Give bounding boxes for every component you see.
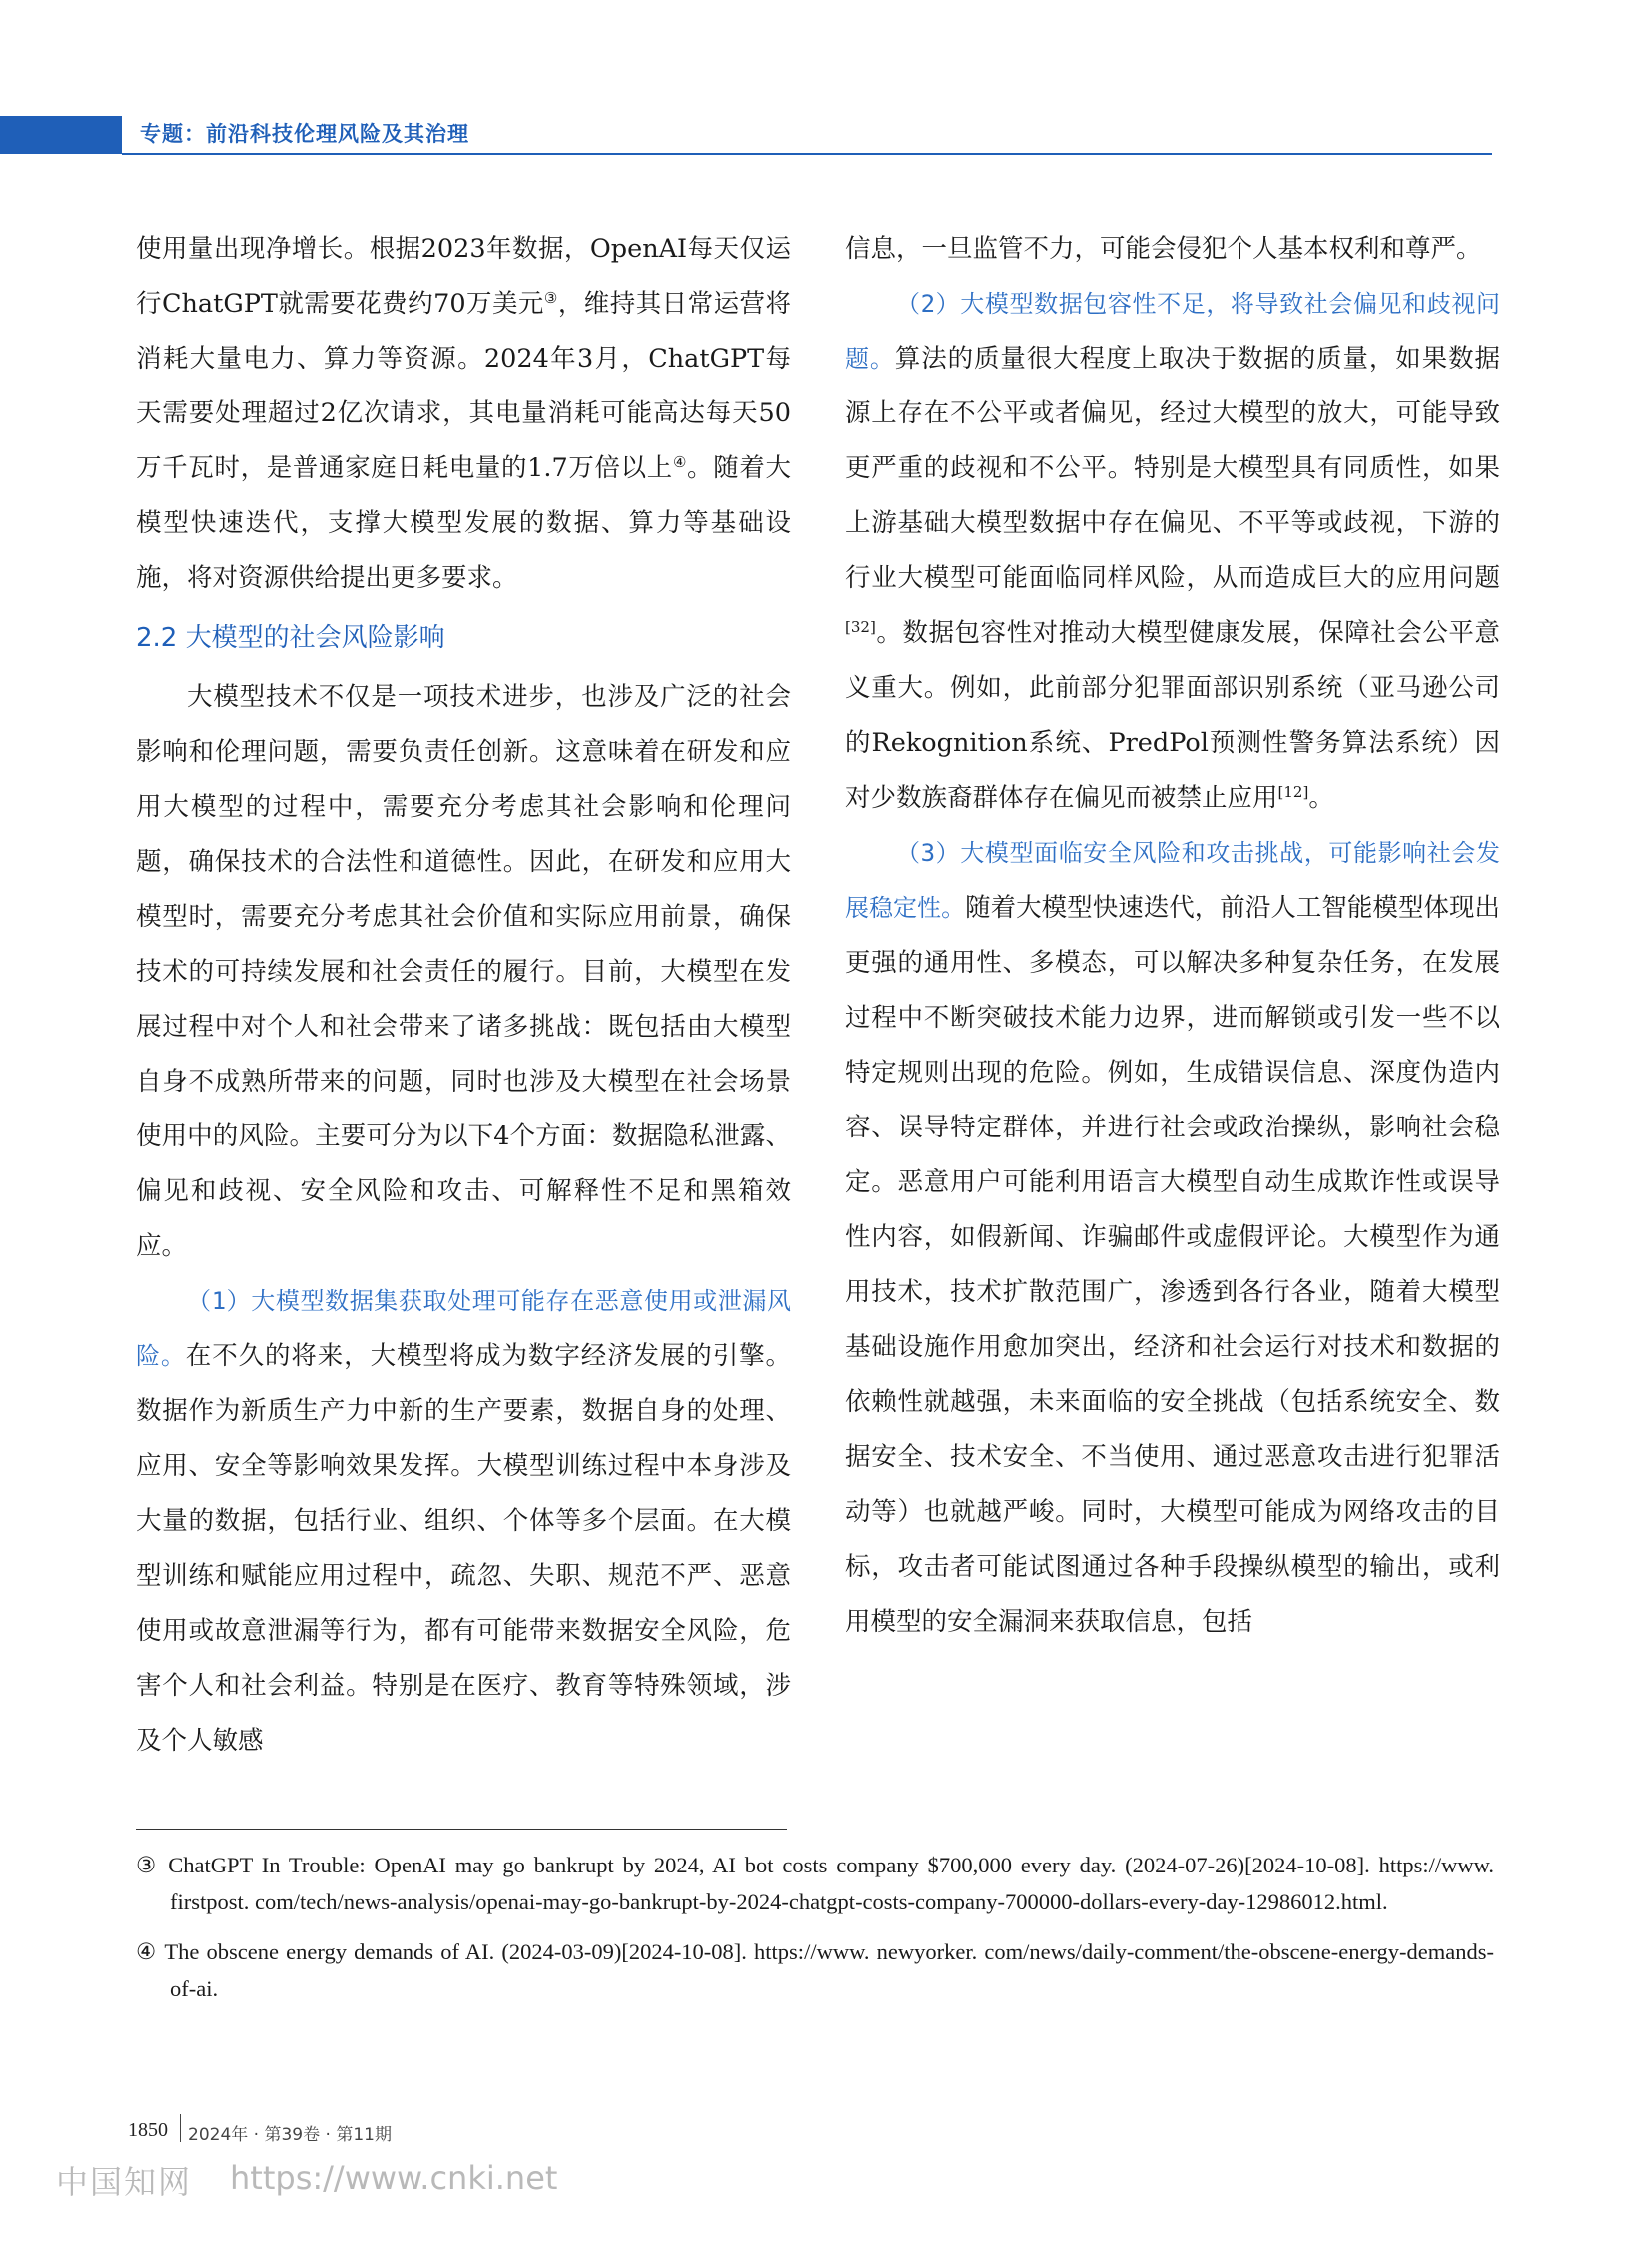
- text-run: 。随着大模型快速迭代，支撑大模型发展的数据、算力等基础设施，将对资源供给提出更多要求。: [136, 453, 791, 593]
- page-number: 1850: [128, 2119, 168, 2141]
- footnote-rule: [136, 1829, 787, 1830]
- footer-separator: [180, 2114, 181, 2142]
- right-column: [845, 222, 1500, 1650]
- paragraph-bias: [845, 277, 1500, 826]
- footnote-ref-3[interactable]: ③: [543, 289, 558, 307]
- paragraph-continuation: 信息，一旦监管不力，可能会侵犯个人基本权利和尊严。: [845, 234, 1482, 264]
- left-column: [136, 222, 791, 1769]
- item-heading-3: （3）大模型面临安全风险和攻击挑战，可能影响社会发展稳定性。: [845, 839, 1500, 922]
- footnote-text: The obscene energy demands of AI. (2024-03-09)[2024-10-08]. https://www. newyorker. com/news/daily-comment/the-obscene-energy-demands-of-ai.: [157, 1939, 1494, 2001]
- header-accent-bar: [0, 116, 122, 154]
- footnotes: [136, 1847, 1494, 2020]
- paragraph-energy: [136, 222, 791, 606]
- text-run: 。数据包容性对推动大模型健康发展，保障社会公平意义重大。例如，此前部分犯罪面部识别系统（亚马逊公司的Rekognition系统、PredPol预测性警务算法系统）因对少数族裔群体存在偏见而被禁止应用: [845, 618, 1500, 813]
- paragraph-data-risk: [136, 1274, 791, 1769]
- section-header-title: 专题：前沿科技伦理风险及其治理: [140, 122, 469, 146]
- item-heading-1: （1）大模型数据集获取处理可能存在恶意使用或泄漏风险。: [136, 1287, 791, 1370]
- paragraph-social-impact: 大模型技术不仅是一项技术进步，也涉及广泛的社会影响和伦理问题，需要负责任创新。这意味着在研发和应用大模型的过程中，需要充分考虑其社会影响和伦理问题，确保技术的合法性和道德性。因此，在研发和应用大模型时，需要充分考虑其社会价值和实际应用前景，确保技术的可持续发展和社会责任的履行。目前，大模型在发展过程中对个人和社会带来了诸多挑战：既包括由大模型自身不成熟所带来的问题，同时也涉及大模型在社会场景使用中的风险。主要可分为以下4个方面：数据隐私泄露、偏见和歧视、安全风险和攻击、可解释性不足和黑箱效应。: [136, 682, 791, 1261]
- item-heading-2: （2）大模型数据包容性不足，将导致社会偏见和歧视问题。: [845, 290, 1500, 373]
- issue-info: 2024年 · 第39卷 · 第11期: [188, 2125, 392, 2145]
- footnote-3: [136, 1847, 1494, 1920]
- citation-32[interactable]: [32]: [845, 618, 876, 636]
- text-run: 算法的质量很大程度上取决于数据的质量，如果数据源上存在不公平或者偏见，经过大模型的放大，可能导致更严重的歧视和不公平。特别是大模型具有同质性，如果上游基础大模型数据中存在偏见、不平等或歧视，下游的行业大模型可能面临同样风险，从而造成巨大的应用问题: [845, 344, 1500, 593]
- text-run: 在不久的将来，大模型将成为数字经济发展的引擎。数据作为新质生产力中新的生产要素，数据自身的处理、应用、安全等影响效果发挥。大模型训练过程中本身涉及大量的数据，包括行业、组织、个体等多个层面。在大模型训练和赋能应用过程中，疏忽、失职、规范不严、恶意使用或故意泄漏等行为，都有可能带来数据安全风险，危害个人和社会利益。特别是在医疗、教育等特殊领域，涉及个人敏感: [136, 1341, 791, 1756]
- footnote-mark: ④: [136, 1939, 158, 1964]
- citation-12[interactable]: [12]: [1277, 783, 1309, 801]
- paragraph-security: [845, 826, 1500, 1650]
- header-rule: [122, 153, 1492, 155]
- text-run: ，维持其日常运营将消耗大量电力、算力等资源。2024年3月，ChatGPT每天需要处理超过2亿次请求，其电量消耗可能高达每天50万千瓦时，是普通家庭日耗电量的1.7万倍以上: [136, 289, 791, 483]
- text-run: 随着大模型快速迭代，前沿人工智能模型体现出更强的通用性、多模态，可以解决多种复杂任务，在发展过程中不断突破技术能力边界，进而解锁或引发一些不以特定规则出现的危险。例如，生成错误信息、深度伪造内容、误导特定群体，并进行社会或政治操纵，影响社会稳定。恶意用户可能利用语言大模型自动生成欺诈性或误导性内容，如假新闻、诈骗邮件或虚假评论。大模型作为通用技术，技术扩散范围广，渗透到各行各业，随着大模型基础设施作用愈加突出，经济和社会运行对技术和数据的依赖性就越强，未来面临的安全挑战（包括系统安全、数据安全、技术安全、不当使用、通过恶意攻击进行犯罪活动等）也就越严峻。同时，大模型可能成为网络攻击的目标，攻击者可能试图通过各种手段操纵模型的输出，或利用模型的安全漏洞来获取信息，包括: [845, 893, 1500, 1637]
- footnote-mark: ③: [136, 1853, 160, 1877]
- text-run: 。: [1308, 783, 1334, 813]
- footnote-4: [136, 1933, 1494, 2007]
- cnki-watermark-logo: 中国知网: [56, 2163, 193, 2201]
- footnote-ref-4[interactable]: ④: [672, 453, 688, 471]
- footnote-text: ChatGPT In Trouble: OpenAI may go bankrupt by 2024, AI bot costs company $700,000 every day. (2024-07-26)[2024-10-08]. https://www. firstpost. com/tech/news-analysis/openai-may-go-bankrupt-by-2024-chatgpt-costs-company-700000-dollars-every-day-12986012.html.: [159, 1853, 1494, 1914]
- section-heading-2-2: 2.2 大模型的社会风险影响: [136, 623, 445, 653]
- text-run: 使用量出现净增长。根据2023年数据，OpenAI每天仅运行ChatGPT就需要花费约70万美元: [136, 234, 791, 319]
- cnki-watermark-url[interactable]: https://www.cnki.net: [230, 2159, 558, 2197]
